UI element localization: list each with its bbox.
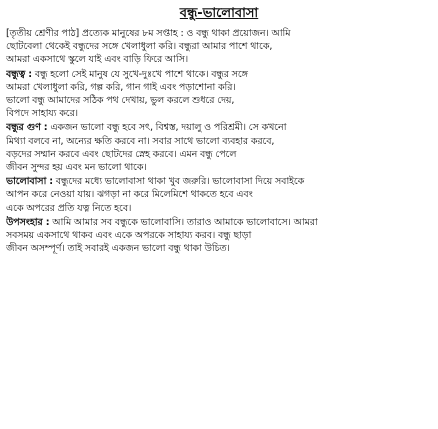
text-line: বন্ধুর গুণ : একজন ভালো বন্ধু হবে সৎ, বিশ্বস্ত, দয়ালু ও পরিশ্রমী। সে কখনো [6, 122, 287, 134]
text-line: আমরা একসাথে স্কুলে যাই এবং বাড়ি ফিরে আসি। [6, 54, 189, 66]
intro-paragraph [6, 27, 432, 67]
text-line: ভালোবাসা : বন্ধুদের মধ্যে ভালোবাসা থাকা খুব জরুরি। ভালোবাসা দিয়ে সবাইকে [6, 176, 305, 188]
paragraph-lead: উপসংহার : [6, 216, 50, 228]
document-title: বন্ধু-ভালোবাসা [179, 6, 259, 21]
text-line: আমরা খেলাধুলা করি, গল্প করি, গান গাই এবং পড়াশোনা করি। [6, 81, 236, 93]
text-line: জীবন সুন্দর হয় এবং মন ভালো থাকে। [6, 162, 147, 174]
text-line: ভালো বন্ধু আমাদের সঠিক পথ দেখায়, ভুল করলে শুধরে দেয়, [6, 95, 235, 107]
text-line: উপসংহার : আমি আমার সব বন্ধুকে ভালোবাসি। তারাও আমাকে ভালোবাসে। আমরা [6, 216, 318, 228]
text-line: জীবন অসম্পূর্ণ। তাই সবারই একজন ভালো বন্ধু থাকা উচিত। [6, 243, 230, 255]
text-line: বড়দের সম্মান করবে এবং ছোটদের স্নেহ করবে। এমন বন্ধু পেলে [6, 148, 237, 160]
love-paragraph [6, 175, 432, 215]
text-line: ছোটবেলা থেকেই বন্ধুদের সঙ্গে খেলাধুলা করি। বন্ধুরা আমার পাশে থাকে, [6, 41, 273, 53]
text-line: সবসময় একসাথে থাকব এবং একে অপরকে সাহায্য করব। বন্ধু ছাড়া [6, 230, 252, 242]
text-line: আপন করে নেওয়া যায়। ঝগড়া না করে মিলেমিশে থাকতে হবে এবং [6, 189, 253, 201]
paragraph-lead: বন্ধুর গুণ : [6, 122, 48, 134]
conclusion-paragraph [6, 216, 432, 256]
friendship-paragraph [6, 68, 432, 121]
qualities-paragraph [6, 121, 432, 174]
text-line: [তৃতীয় শ্রেণীর পাঠ] প্রত্যেক মানুষের ৮ম সপ্তাহ : ও বন্ধু থাকা প্রয়োজন। আমি [6, 28, 291, 39]
text-line: বিপদে সাহায্য করে। [6, 108, 78, 120]
paragraph-lead: ভালোবাসা : [6, 176, 53, 188]
paragraph-lead: বন্ধুত্ব : [6, 68, 32, 80]
text-line: বন্ধুত্ব : বন্ধু হলো সেই মানুষ যে সুখে-দুঃখে পাশে থাকে। বন্ধুর সঙ্গে [6, 68, 248, 80]
text-line: মিথ্যা বলবে না, অন্যের ক্ষতি করবে না। সবার সাথে ভালো ব্যবহার করবে, [6, 135, 275, 147]
text-line: একে অপরের প্রতি যত্ন নিতে হবে। [6, 202, 132, 214]
